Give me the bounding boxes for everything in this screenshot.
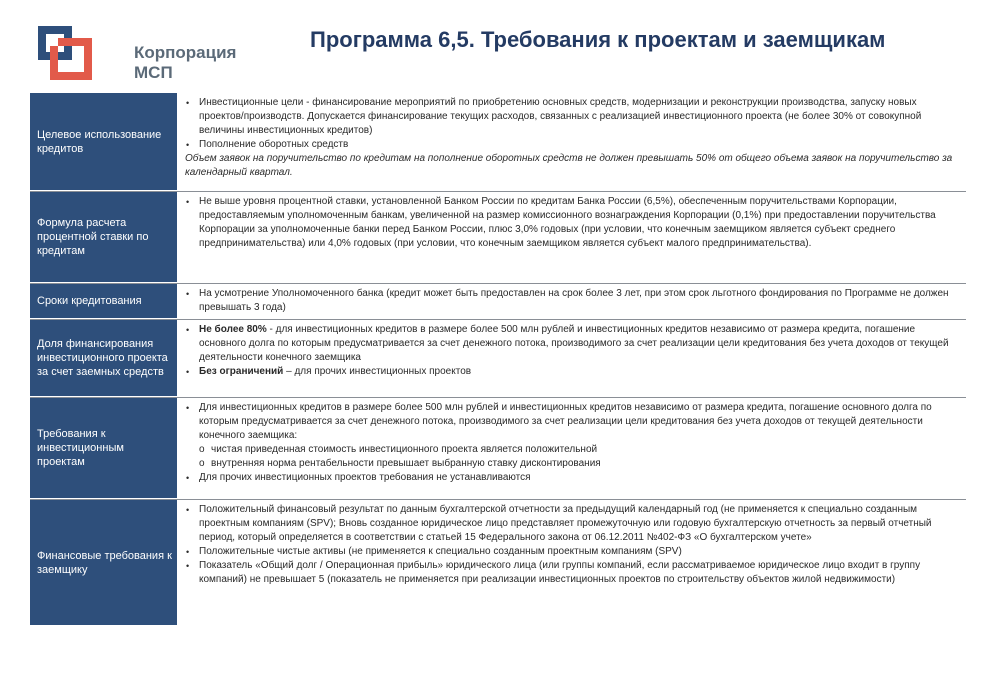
list-item: • Инвестиционные цели - финансирование мероприятий по приобретению основных средств, модернизации и реконструкции производства, запуску новых проектов/производств. Допускается финансирование текущих расходов, связанных с реализацией инвестиционного проекта (не более 30% от совокупной величины инвестиционных кредитов) [186,97,922,136]
list-item: • Не более 80% - для инвестиционных кредитов в размере более 500 млн рублей и инвестиционных кредитов независимо от размера кредита, погашение основного долга по которым предусматривается за счет денежного потока, производимого за счет реализации цели кредитования без учета доходов от текущей деятельности конечного заемщика [186,324,949,363]
row-content [177,192,966,283]
list-item: • Показатель «Общий долг / Операционная прибыль» юридического лица (или группы компаний, если рассматриваемое юридическое лицо входит в группу компаний) не превышает 5 (показатель не применяется при реализации инвестиционных проектов по строительству объектов жилой недвижимости) [186,560,921,585]
list-item: • На усмотрение Уполномоченного банка (кредит может быть предоставлен на срок более 3 лет, при этом срок льготного фондирования по Программе не должен превышать 3 года) [186,288,949,313]
bullet-icon: • [186,547,190,557]
bullet-icon: • [186,473,190,483]
row-content [177,398,966,499]
table-row [30,284,966,320]
list-item: • Для прочих инвестиционных проектов требования не устанавливаются [186,472,531,483]
note-text: Объем заявок на поручительство по кредитам на пополнение оборотных средств не должен превышать 50% от общего объема заявок на поручительство за календарный квартал. [185,153,953,178]
row-content [177,320,966,397]
bullet-icon: • [186,98,190,108]
list-item: • Положительные чистые активы (не применяется к специально созданным проектным компаниям (SPV) [186,546,682,557]
table-row [30,320,966,398]
circle-bullet-icon: o [199,444,205,455]
list-item: • Пополнение оборотных средств [186,139,349,150]
sub-list-item: o чистая приведенная стоимость инвестиционного проекта является положительной [199,444,598,455]
logo-text [134,43,236,83]
sub-list-item: o внутренняя норма рентабельности превышает выбранную ставку дисконтирования [199,458,601,469]
list-item: • Без ограничений – для прочих инвестиционных проектов [186,366,472,377]
row-label: Доля финансирования инвестиционного проекта за счет заемных средств [30,320,177,397]
row-content [177,93,966,191]
page-title: Программа 6,5. Требования к проектам и заемщикам [310,27,886,52]
logo-line-2: МСП [134,63,173,82]
row-content [177,500,966,626]
table-row [30,398,966,500]
list-item: • Положительный финансовый результат по данным бухгалтерской отчетности за предыдущий календарный год (не применяется к специально созданным проектным компаниям (SPV); Вновь созданное юридическое лицо представляет промежуточную или годовую бухгалтерскую отчетность за первый отчетный период, который определяется в соответствии с статьей 15 Федерального закона от 06.12.2011 №402-ФЗ «О бухгалтерском учете» [186,504,932,543]
table-row [30,500,966,626]
row-label: Целевое использование кредитов [30,93,177,191]
bullet-icon: • [186,367,190,377]
row-label: Требования к инвестиционным проектам [30,398,177,499]
bullet-icon: • [186,140,190,150]
bullet-icon: • [186,505,190,515]
logo-line-1: Корпорация [134,43,237,62]
bullet-icon: • [186,289,190,299]
list-item: • Не выше уровня процентной ставки, установленной Банком России по кредитам Банка России (6,5%), обеспеченным поручительствами Корпорации, предоставляемым уполномоченным банкам, увеличенной на размер комиссионного вознаграждения Корпорации (0,1%) при предоставлении поручительства Корпорации за уполномоченные банки перед Банком России, плюс 3,0% годовых (при условии, что конечным заемщиком является субъект среднего предпринимательства) или 4,0% годовых (при условии, что конечным заемщиком является субъект малого предпринимательства). [186,196,936,249]
row-label: Финансовые требования к заемщику [30,500,177,626]
row-content [177,284,966,319]
list-item: • Для инвестиционных кредитов в размере более 500 млн рублей и инвестиционных кредитов независимо от размера кредита, погашение основного долга по которым предусматривается за счет денежного потока, производимого за счет реализации цели кредитования без учета доходов от текущей деятельности конечного заемщика: [186,402,932,441]
circle-bullet-icon: o [199,458,205,469]
logo-mark-icon [36,22,92,82]
table-row [30,93,966,192]
row-label: Сроки кредитования [30,284,177,319]
corporation-logo [36,22,237,82]
bullet-icon: • [186,561,190,571]
row-label: Формула расчета процентной ставки по кредитам [30,192,177,283]
bullet-icon: • [186,403,190,413]
table-row [30,192,966,284]
bullet-icon: • [186,197,190,207]
requirements-table [30,93,966,626]
bullet-icon: • [186,325,190,335]
